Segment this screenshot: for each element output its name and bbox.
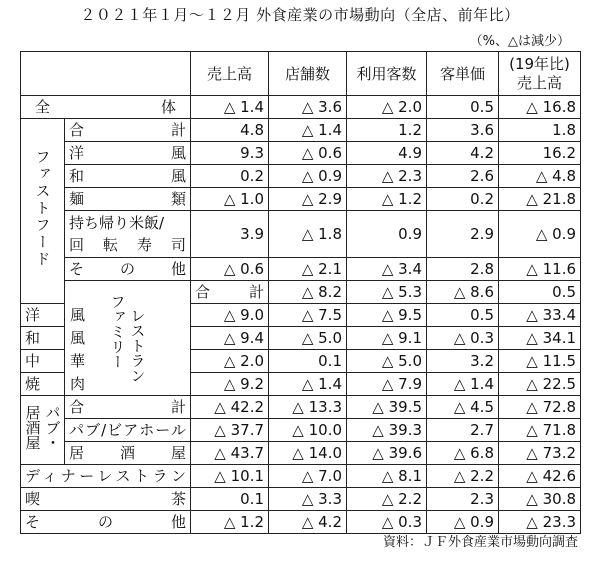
cell-value: △ 1.4 bbox=[191, 96, 269, 119]
cell-value: 9.3 bbox=[191, 142, 269, 165]
cell-value: △ 3.3 bbox=[269, 488, 347, 511]
cell-value: 0.5 bbox=[499, 281, 581, 304]
cell-value: △ 73.2 bbox=[499, 442, 581, 465]
unit-note: （%、△は減少） bbox=[469, 34, 570, 49]
cell-value: △ 7.5 bbox=[269, 304, 347, 327]
header-19-line2: 売上高 bbox=[516, 73, 562, 92]
row-label: 合 計 bbox=[65, 119, 191, 142]
cell-value: △ 11.6 bbox=[499, 258, 581, 281]
cell-value: △ 39.3 bbox=[347, 419, 427, 442]
cell-value: △ 0.6 bbox=[269, 142, 347, 165]
cell-value: △ 42.6 bbox=[499, 465, 581, 488]
market-trend-table bbox=[20, 51, 581, 534]
row-label: 焼 肉 bbox=[21, 373, 65, 396]
row-label: パブ/ビアホール bbox=[65, 419, 191, 442]
cell-value: △ 2.2 bbox=[347, 488, 427, 511]
cell-value: △ 8.2 bbox=[269, 281, 347, 304]
cell-value: △ 23.3 bbox=[499, 511, 581, 534]
category-label: 居酒屋 bbox=[23, 405, 42, 450]
row-label: 麺 類 bbox=[65, 188, 191, 211]
cell-value: △ 2.3 bbox=[347, 165, 427, 188]
cell-value: △ 0.9 bbox=[499, 211, 581, 258]
row-label: そ の 他 bbox=[21, 511, 191, 534]
cell-value: △ 7.0 bbox=[269, 465, 347, 488]
cell-value: 1.2 bbox=[347, 119, 427, 142]
cell-value: 0.1 bbox=[269, 350, 347, 373]
page-title: ２０２１年１月～１２月 外食産業の市場動向（全店、前年比） bbox=[80, 6, 520, 24]
cell-value: 0.5 bbox=[427, 304, 499, 327]
cell-value: 2.8 bbox=[427, 258, 499, 281]
cell-value: △ 9.0 bbox=[191, 304, 269, 327]
table-row bbox=[21, 442, 581, 465]
cell-value: 3.2 bbox=[427, 350, 499, 373]
row-label: 回 転 寿 司 bbox=[69, 236, 186, 254]
cell-value: 4.9 bbox=[347, 142, 427, 165]
table-row bbox=[21, 419, 581, 442]
cell-value: △ 3.6 bbox=[269, 96, 347, 119]
cell-value: △ 6.8 bbox=[427, 442, 499, 465]
cell-value: △ 71.8 bbox=[499, 419, 581, 442]
table-row bbox=[21, 488, 581, 511]
cell-value: △ 42.2 bbox=[191, 396, 269, 419]
cell-value: △ 7.9 bbox=[347, 373, 427, 396]
cell-value: △ 11.5 bbox=[499, 350, 581, 373]
cell-value: △ 1.0 bbox=[191, 188, 269, 211]
cell-value: △ 10.0 bbox=[269, 419, 347, 442]
row-label-twoline bbox=[65, 211, 191, 258]
cell-value: 16.2 bbox=[499, 142, 581, 165]
cell-value: △ 9.2 bbox=[191, 373, 269, 396]
cell-value: 3.9 bbox=[191, 211, 269, 258]
category-pub-izakaya bbox=[21, 396, 65, 465]
cell-value: △ 39.5 bbox=[347, 396, 427, 419]
table-row bbox=[21, 142, 581, 165]
cell-value: △ 34.1 bbox=[499, 327, 581, 350]
row-label: 喫 茶 bbox=[21, 488, 191, 511]
cell-value: △ 30.8 bbox=[499, 488, 581, 511]
cell-value: △ 39.6 bbox=[347, 442, 427, 465]
cell-value: △ 4.5 bbox=[427, 396, 499, 419]
cell-value: △ 43.7 bbox=[191, 442, 269, 465]
category-label: レストラン bbox=[128, 307, 147, 383]
cell-value: △ 8.1 bbox=[347, 465, 427, 488]
table-row bbox=[21, 396, 581, 419]
cell-value: 1.8 bbox=[499, 119, 581, 142]
table-row bbox=[21, 188, 581, 211]
source-note: 資料：ＪＦ外食産業市場動向調査 bbox=[382, 535, 578, 550]
cell-value: △ 2.2 bbox=[427, 465, 499, 488]
cell-value: △ 0.6 bbox=[191, 258, 269, 281]
header-19-line1: (19年比) bbox=[509, 54, 570, 73]
cell-value: △ 3.4 bbox=[347, 258, 427, 281]
cell-value: 0.2 bbox=[191, 165, 269, 188]
category-label: パブ・ bbox=[43, 405, 62, 450]
cell-value: △ 21.8 bbox=[499, 188, 581, 211]
cell-value: △ 14.0 bbox=[269, 442, 347, 465]
cell-value: △ 5.3 bbox=[347, 281, 427, 304]
cell-value: 0.1 bbox=[191, 488, 269, 511]
cell-value: △ 4.8 bbox=[499, 165, 581, 188]
header-19 bbox=[499, 52, 581, 96]
table-row bbox=[21, 281, 581, 304]
cell-value: △ 0.9 bbox=[427, 511, 499, 534]
row-label: 中 華 bbox=[21, 350, 65, 373]
header-blank bbox=[21, 52, 191, 96]
row-label: 居 酒 屋 bbox=[65, 442, 191, 465]
cell-value: △ 4.2 bbox=[269, 511, 347, 534]
row-label: 持ち帰り米飯/ bbox=[69, 214, 165, 232]
table-row bbox=[21, 465, 581, 488]
cell-value: △ 1.4 bbox=[269, 373, 347, 396]
cell-value: △ 9.4 bbox=[191, 327, 269, 350]
cell-value: △ 2.0 bbox=[347, 96, 427, 119]
cell-value: △ 16.8 bbox=[499, 96, 581, 119]
cell-value: 4.2 bbox=[427, 142, 499, 165]
category-fastfood bbox=[21, 119, 65, 304]
cell-value: △ 0.9 bbox=[269, 165, 347, 188]
cell-value: △ 2.1 bbox=[269, 258, 347, 281]
cell-value: △ 1.4 bbox=[269, 119, 347, 142]
cell-value: △ 1.2 bbox=[347, 188, 427, 211]
header-riyou: 利用客数 bbox=[347, 52, 427, 96]
cell-value: △ 0.3 bbox=[427, 327, 499, 350]
row-label: 和 風 bbox=[65, 165, 191, 188]
header-row bbox=[21, 52, 581, 96]
category-label: ファストフード bbox=[33, 149, 52, 268]
cell-value: △ 1.8 bbox=[269, 211, 347, 258]
cell-value: △ 13.3 bbox=[269, 396, 347, 419]
cell-value: △ 9.1 bbox=[347, 327, 427, 350]
row-label: そ の 他 bbox=[65, 258, 191, 281]
row-label: 合 計 bbox=[65, 396, 191, 419]
cell-value: 2.9 bbox=[427, 211, 499, 258]
cell-value: △ 9.5 bbox=[347, 304, 427, 327]
table-row bbox=[21, 211, 581, 258]
table-row bbox=[21, 258, 581, 281]
cell-value: △ 72.8 bbox=[499, 396, 581, 419]
cell-value: 2.3 bbox=[427, 488, 499, 511]
row-label: ディナーレストラン bbox=[21, 465, 191, 488]
cell-value: △ 2.9 bbox=[269, 188, 347, 211]
cell-value: △ 5.0 bbox=[347, 350, 427, 373]
category-label: ファミリー bbox=[108, 293, 127, 369]
header-tenpo: 店舗数 bbox=[269, 52, 347, 96]
row-label: 洋 風 bbox=[65, 142, 191, 165]
row-label: 和 風 bbox=[21, 327, 65, 350]
cell-value: △ 8.6 bbox=[427, 281, 499, 304]
cell-value: △ 10.1 bbox=[191, 465, 269, 488]
row-label: 洋 風 bbox=[21, 304, 65, 327]
cell-value: △ 1.2 bbox=[191, 511, 269, 534]
cell-value: △ 22.5 bbox=[499, 373, 581, 396]
table-row bbox=[21, 96, 581, 119]
cell-value: 0.5 bbox=[427, 96, 499, 119]
header-kyaku: 客単価 bbox=[427, 52, 499, 96]
header-uriage: 売上高 bbox=[191, 52, 269, 96]
cell-value: 2.6 bbox=[427, 165, 499, 188]
cell-value: △ 5.0 bbox=[269, 327, 347, 350]
cell-value: △ 33.4 bbox=[499, 304, 581, 327]
cell-value: △ 0.3 bbox=[347, 511, 427, 534]
cell-value: △ 37.7 bbox=[191, 419, 269, 442]
cell-value: 4.8 bbox=[191, 119, 269, 142]
table-row bbox=[21, 165, 581, 188]
cell-value: 3.6 bbox=[427, 119, 499, 142]
row-label: 全 体 bbox=[21, 96, 191, 119]
cell-value: △ 2.0 bbox=[191, 350, 269, 373]
table-row bbox=[21, 119, 581, 142]
cell-value: 2.7 bbox=[427, 419, 499, 442]
cell-value: △ 1.4 bbox=[427, 373, 499, 396]
row-label: 合 計 bbox=[191, 281, 269, 304]
cell-value: 0.2 bbox=[427, 188, 499, 211]
cell-value: 0.9 bbox=[347, 211, 427, 258]
